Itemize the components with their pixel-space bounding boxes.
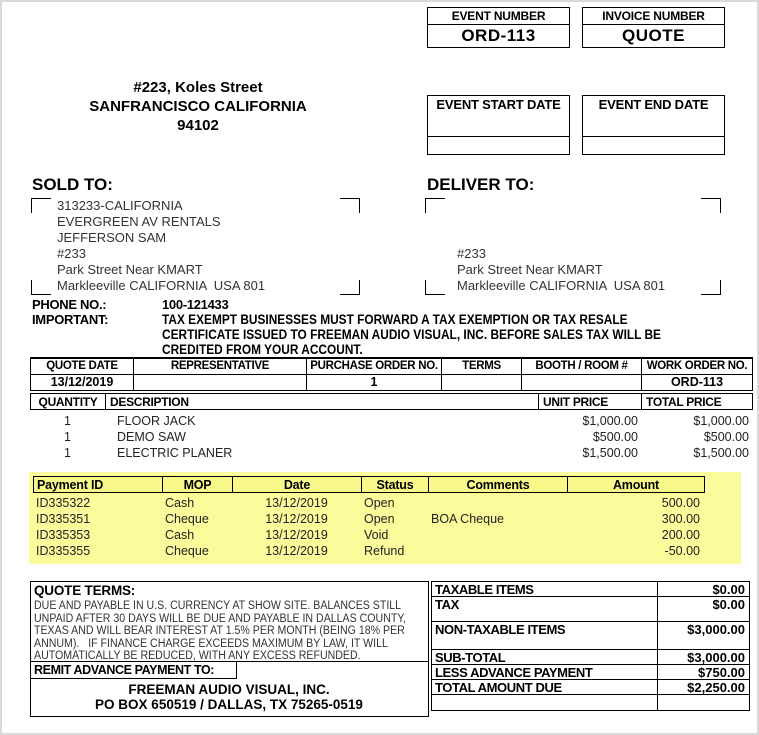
payments-header-table (33, 476, 705, 493)
payments-header-status: Status (362, 477, 429, 493)
order-value-purchase-order: 1 (307, 374, 442, 390)
payment-comments (428, 527, 567, 543)
important-line: CREDITED FROM YOUR ACCOUNT. (162, 342, 363, 357)
payments-section (29, 472, 741, 564)
important-line: TAX EXEMPT BUSINESSES MUST FORWARD A TAX EXEMPTION OR TAX RESALE (162, 312, 628, 327)
event-end-date-box (582, 95, 725, 155)
totals-row-less-advance (432, 665, 750, 680)
totals-label: SUB-TOTAL (432, 650, 658, 665)
payment-amount: 200.00 (661, 528, 700, 542)
deliver-to-heading: DELIVER TO: (427, 175, 535, 194)
sold-to-line: #233 (57, 246, 86, 261)
payments-table (33, 495, 704, 559)
payment-id: ID335355 (36, 544, 91, 558)
payment-comments (428, 495, 567, 511)
quote-terms-line: DUE AND PAYABLE IN U.S. CURRENCY AT SHOW SITE. BALANCES STILL (34, 598, 402, 612)
payment-amount: 300.00 (661, 512, 700, 526)
items-header-table (30, 393, 753, 410)
invoice-number-label: INVOICE NUMBER (583, 8, 724, 25)
totals-row-taxable (432, 582, 750, 597)
payments-header-mop: MOP (163, 477, 233, 493)
quote-terms-line: ANNUM). IF FINANCE CHARGE EXCEEDS MAXIMUM BY LAW, IT WILL (34, 635, 388, 650)
item-description: ELECTRIC PLANER (117, 446, 233, 460)
payment-id: ID335353 (36, 528, 91, 542)
totals-value: $0.00 (658, 582, 750, 597)
order-info-value-row (31, 374, 753, 390)
items-header-quantity: QUANTITY (31, 394, 106, 410)
item-total-price: $500.00 (703, 430, 749, 444)
payments-header-id: Payment ID (34, 477, 163, 493)
totals-row-tax (432, 597, 750, 622)
sold-to-bracket-tl (31, 198, 51, 213)
order-header-booth-room: BOOTH / ROOM # (522, 358, 642, 374)
address-line: SANFRANCISCO CALIFORNIA (89, 98, 307, 115)
order-header-work-order: WORK ORDER NO. (642, 358, 753, 374)
quote-terms-line: UNPAID AFTER 30 DAYS WILL BE DUE AND PAYABLE IN DALLAS COUNTY, (34, 610, 407, 625)
payment-status: Refund (364, 544, 405, 558)
totals-table (431, 581, 750, 711)
payment-id: ID335322 (36, 496, 91, 510)
item-unit-price: $1,500.00 (582, 446, 638, 460)
payment-row (33, 527, 704, 543)
remit-box (30, 662, 429, 717)
payment-mop: Cash (165, 528, 195, 542)
order-header-terms: TERMS (442, 358, 522, 374)
event-start-date-value (428, 137, 569, 153)
payment-status: Open (364, 496, 395, 510)
payment-date: 13/12/2019 (265, 512, 328, 526)
quote-terms-text (34, 599, 406, 662)
payments-header-row (34, 477, 705, 493)
deliver-to-address (457, 246, 665, 294)
totals-row-spacer (432, 695, 750, 711)
item-row (30, 445, 752, 461)
totals-value: $3,000.00 (658, 650, 750, 665)
company-address (42, 78, 354, 135)
item-qty: 1 (64, 414, 71, 428)
important-line: CERTIFICATE ISSUED TO FREEMAN AUDIO VISUAL, INC. BEFORE SALES TAX WILL BE (162, 327, 661, 342)
remit-label: REMIT ADVANCE PAYMENT TO: (31, 662, 237, 679)
event-number-label: EVENT NUMBER (428, 8, 569, 25)
item-qty: 1 (64, 446, 71, 460)
event-number-box (427, 7, 570, 48)
payment-mop: Cheque (165, 544, 209, 558)
phone-value: 100-121433 (162, 297, 229, 312)
payment-status: Open (364, 512, 395, 526)
remit-company-name: FREEMAN AUDIO VISUAL, INC. (128, 682, 330, 697)
order-header-purchase-order: PURCHASE ORDER NO. (307, 358, 442, 374)
deliver-to-bracket-tr (701, 198, 721, 213)
event-start-date-label: EVENT START DATE (428, 96, 569, 137)
sold-to-heading: SOLD TO: (32, 175, 113, 194)
quote-terms-heading: QUOTE TERMS: (34, 583, 136, 598)
payment-amount: -50.00 (664, 544, 700, 558)
event-end-date-value (583, 137, 724, 153)
item-description: DEMO SAW (117, 430, 186, 444)
payment-row (33, 511, 704, 527)
sold-to-bracket-br (340, 280, 360, 295)
deliver-to-line: #233 (457, 246, 486, 261)
items-header-row (31, 394, 753, 410)
sold-to-line: JEFFERSON SAM (57, 230, 167, 245)
event-start-date-box (427, 95, 570, 155)
payments-header-date: Date (233, 477, 362, 493)
payment-row (33, 495, 704, 511)
phone-label: PHONE NO.: (32, 297, 107, 312)
address-line: 94102 (177, 117, 219, 134)
items-header-unit-price: UNIT PRICE (539, 394, 642, 410)
item-description: FLOOR JACK (117, 414, 196, 428)
payment-date: 13/12/2019 (265, 544, 328, 558)
item-total-price: $1,500.00 (693, 446, 749, 460)
item-unit-price: $1,000.00 (582, 414, 638, 428)
invoice-number-value: QUOTE (622, 26, 685, 45)
order-info-header-row (31, 358, 753, 374)
payments-header-comments: Comments (429, 477, 568, 493)
payment-status: Void (364, 528, 389, 542)
payment-date: 13/12/2019 (265, 528, 328, 542)
payment-date: 13/12/2019 (265, 496, 328, 510)
event-end-date-label: EVENT END DATE (583, 96, 724, 137)
totals-spacer-label (432, 695, 658, 711)
deliver-to-bracket-tl (425, 198, 445, 213)
deliver-to-bracket-br (701, 280, 721, 295)
payment-comments (428, 543, 567, 559)
sold-to-line: EVERGREEN AV RENTALS (57, 214, 221, 229)
totals-label: TAX (432, 597, 658, 622)
payment-row (33, 543, 704, 559)
sold-to-bracket-tr (340, 198, 360, 213)
totals-value: $2,250.00 (658, 680, 750, 695)
totals-label: LESS ADVANCE PAYMENT (432, 665, 658, 680)
items-header-total-price: TOTAL PRICE (642, 394, 753, 410)
important-label: IMPORTANT: (32, 312, 109, 327)
quote-terms-line: TEXAS AND WILL BEAR INTEREST AT 1.5% PER MONTH (BEING 18% PER (34, 623, 405, 638)
totals-row-nontaxable (432, 622, 750, 650)
item-qty: 1 (64, 430, 71, 444)
item-row (30, 429, 752, 445)
item-unit-price: $500.00 (592, 430, 638, 444)
invoice-number-box (582, 7, 725, 48)
deliver-to-line: Park Street Near KMART (457, 262, 603, 277)
order-value-quote-date: 13/12/2019 (31, 374, 134, 390)
order-value-terms (442, 374, 522, 390)
payment-id: ID335351 (36, 512, 91, 526)
address-line: #223, Koles Street (133, 79, 263, 96)
totals-value: $3,000.00 (658, 622, 750, 650)
deliver-to-bracket-bl (425, 280, 445, 295)
order-value-booth-room (522, 374, 642, 390)
sold-to-bracket-bl (31, 280, 51, 295)
payment-mop: Cheque (165, 512, 209, 526)
totals-value: $750.00 (658, 665, 750, 680)
important-text (162, 312, 661, 357)
order-info-table (30, 357, 753, 391)
payments-header-amount: Amount (568, 477, 705, 493)
totals-label: NON-TAXABLE ITEMS (432, 622, 658, 650)
payment-amount: 500.00 (661, 496, 700, 510)
item-total-price: $1,000.00 (693, 414, 749, 428)
payment-comments: BOA Cheque (431, 512, 504, 526)
items-table (30, 413, 752, 461)
quote-terms-line: AUTOMATICALLY BE REDUCED, WITH ANY EXCESS REFUNDED. (34, 648, 361, 662)
event-number-value: ORD-113 (461, 26, 536, 45)
totals-value: $0.00 (658, 597, 750, 622)
sold-to-line: 313233-CALIFORNIA (57, 198, 183, 213)
deliver-to-line: Markleeville CALIFORNIA USA 801 (457, 278, 666, 293)
totals-spacer-value (658, 695, 750, 711)
sold-to-line: Markleeville CALIFORNIA USA 801 (57, 278, 266, 293)
quote-terms-box (30, 581, 429, 662)
order-value-work-order: ORD-113 (642, 374, 753, 390)
payment-mop: Cash (165, 496, 195, 510)
totals-row-total-due (432, 680, 750, 695)
items-header-description: DESCRIPTION (106, 394, 539, 410)
totals-row-subtotal (432, 650, 750, 665)
sold-to-address (57, 198, 265, 294)
item-row (30, 413, 752, 429)
sold-to-line: Park Street Near KMART (57, 262, 203, 277)
order-header-quote-date: QUOTE DATE (31, 358, 134, 374)
remit-company-address: PO BOX 650519 / DALLAS, TX 75265-0519 (95, 697, 363, 712)
totals-label: TAXABLE ITEMS (432, 582, 658, 597)
order-header-representative: REPRESENTATIVE (134, 358, 307, 374)
totals-label: TOTAL AMOUNT DUE (432, 680, 658, 695)
order-value-representative (134, 374, 307, 390)
